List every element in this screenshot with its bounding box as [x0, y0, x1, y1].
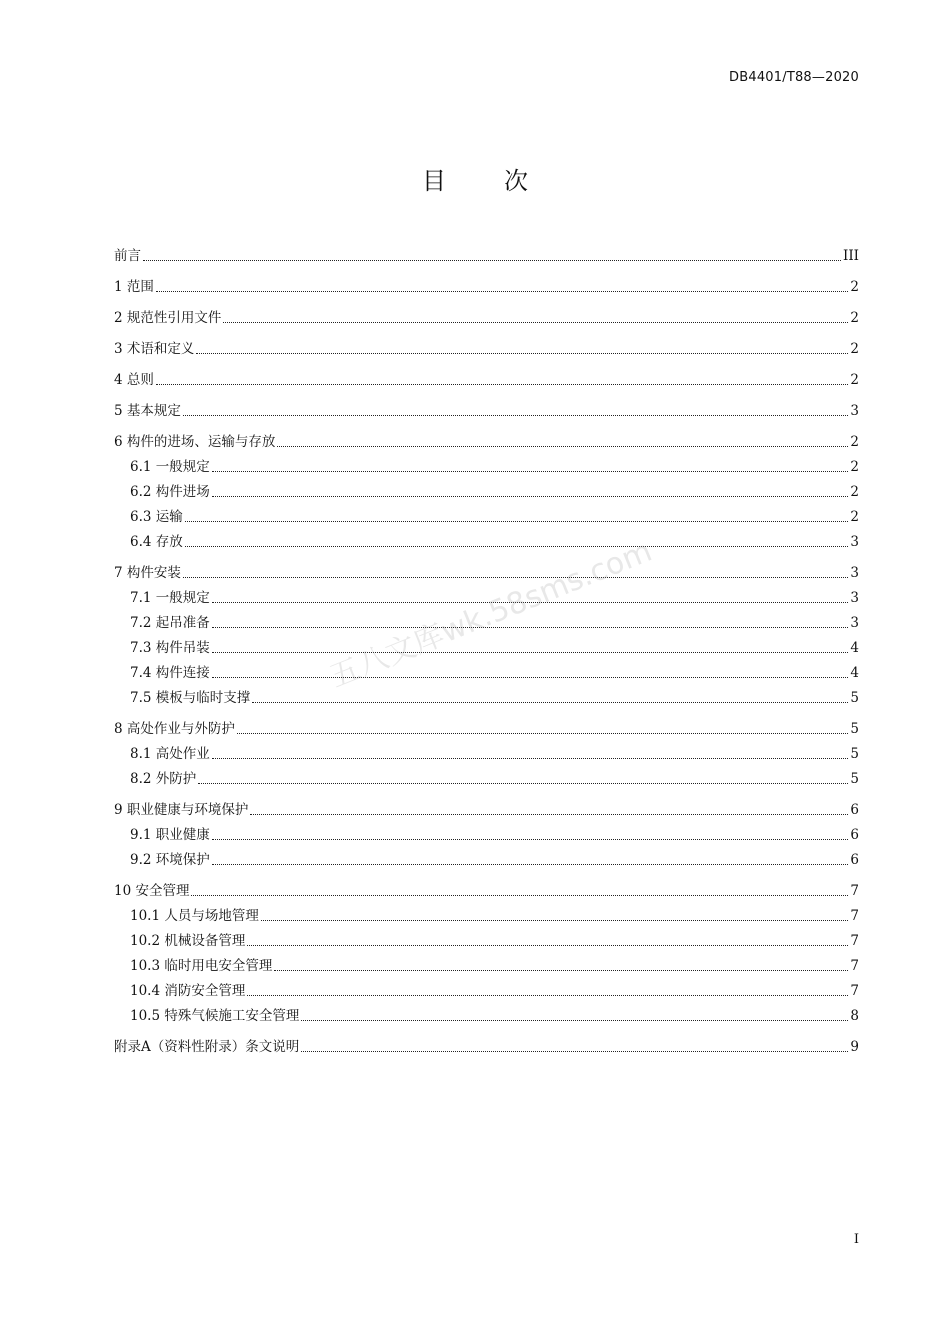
toc-entry[interactable] [114, 713, 859, 738]
toc-entry-label: 10.2 机械设备管理 [130, 933, 246, 949]
toc-entry-label: 10.1 人员与场地管理 [130, 908, 259, 924]
toc-entry-page: 5 [850, 721, 859, 737]
toc-leader-dots [212, 626, 849, 628]
toc-leader-dots [212, 470, 849, 472]
toc-entry-page: 7 [850, 933, 859, 949]
toc-leader-dots [185, 520, 849, 522]
toc-leader-dots [183, 576, 849, 578]
toc-entry-page: 5 [850, 746, 859, 762]
toc-entry[interactable] [114, 582, 859, 607]
toc-entry-label: 1 范围 [114, 279, 154, 295]
toc-entry-page: 2 [850, 372, 859, 388]
toc-leader-dots [247, 994, 848, 996]
toc-entry-label: 前言 [114, 248, 141, 264]
toc-entry-label: 7.2 起吊准备 [130, 615, 210, 631]
toc-entry[interactable] [114, 1000, 859, 1025]
toc-entry[interactable] [114, 1031, 859, 1056]
toc-entry-label: 8.1 高处作业 [130, 746, 210, 762]
toc-entry-page: 7 [850, 883, 859, 899]
toc-leader-dots [196, 352, 848, 354]
toc-entry-page: 3 [850, 565, 859, 581]
toc-entry-page: 6 [850, 802, 859, 818]
toc-leader-dots [212, 863, 849, 865]
watermark: 五八文库wk.58sms.com [324, 533, 657, 695]
toc-entry-label: 2 规范性引用文件 [114, 310, 222, 326]
toc-entry-page: 2 [850, 434, 859, 450]
toc-entry-page: 4 [850, 640, 859, 656]
toc-entry[interactable] [114, 900, 859, 925]
toc-entry-label: 10.3 临时用电安全管理 [130, 958, 273, 974]
toc-entry[interactable] [114, 333, 859, 358]
toc-entry[interactable] [114, 738, 859, 763]
toc-leader-dots [183, 414, 849, 416]
toc-entry-label: 7.4 构件连接 [130, 665, 210, 681]
toc-leader-dots [237, 732, 849, 734]
toc-entry-page: 2 [850, 509, 859, 525]
toc-entry[interactable] [114, 426, 859, 451]
toc-leader-dots [223, 321, 848, 323]
toc-leader-dots [185, 545, 849, 547]
toc-entry-page: 2 [850, 279, 859, 295]
toc-entry-page: 7 [850, 958, 859, 974]
toc-entry-label: 7.3 构件吊装 [130, 640, 210, 656]
toc-entry[interactable] [114, 557, 859, 582]
toc-entry-page: 2 [850, 310, 859, 326]
toc-leader-dots [198, 782, 848, 784]
toc-entry[interactable] [114, 794, 859, 819]
toc-entry-label: 7 构件安装 [114, 565, 181, 581]
toc-leader-dots [277, 445, 848, 447]
toc-entry-page: 2 [850, 459, 859, 475]
toc-entry[interactable] [114, 526, 859, 551]
toc-leader-dots [250, 813, 848, 815]
toc-entry[interactable] [114, 819, 859, 844]
toc-entry-page: 7 [850, 983, 859, 999]
toc-leader-dots [212, 495, 849, 497]
toc-entry[interactable] [114, 395, 859, 420]
toc-entry[interactable] [114, 271, 859, 296]
toc-entry[interactable] [114, 501, 859, 526]
toc-leader-dots [212, 651, 849, 653]
toc-entry[interactable] [114, 682, 859, 707]
toc-entry-label: 10.5 特殊气候施工安全管理 [130, 1008, 300, 1024]
toc-entry[interactable] [114, 844, 859, 869]
toc-entry-label: 7.1 一般规定 [130, 590, 210, 606]
toc-entry-page: 2 [850, 341, 859, 357]
page-title: 目次 [422, 167, 586, 195]
toc-entry-label: 10 安全管理 [114, 883, 190, 899]
toc-entry[interactable] [114, 925, 859, 950]
toc-entry-label: 5 基本规定 [114, 403, 181, 419]
toc-entry-page: 6 [850, 827, 859, 843]
toc-leader-dots [301, 1050, 848, 1052]
toc-entry[interactable] [114, 364, 859, 389]
toc-entry[interactable] [114, 451, 859, 476]
toc-leader-dots [143, 259, 841, 261]
toc-leader-dots [212, 838, 849, 840]
toc-entry-label: 6 构件的进场、运输与存放 [114, 434, 276, 450]
toc-entry-label: 9.1 职业健康 [130, 827, 210, 843]
toc-leader-dots [156, 383, 849, 385]
toc-entry-label: 9.2 环境保护 [130, 852, 210, 868]
table-of-contents [114, 240, 859, 1056]
toc-leader-dots [301, 1019, 848, 1021]
toc-entry[interactable] [114, 657, 859, 682]
toc-entry-label: 6.3 运输 [130, 509, 183, 525]
toc-entry-page: 3 [850, 615, 859, 631]
toc-leader-dots [212, 757, 849, 759]
toc-entry-page: 3 [850, 534, 859, 550]
toc-leader-dots [252, 701, 848, 703]
toc-entry-label: 6.4 存放 [130, 534, 183, 550]
toc-entry-label: 8 高处作业与外防护 [114, 721, 235, 737]
toc-entry-page: 3 [850, 403, 859, 419]
toc-entry-label: 6.1 一般规定 [130, 459, 210, 475]
toc-entry-page: 9 [850, 1039, 859, 1055]
toc-entry[interactable] [114, 763, 859, 788]
toc-leader-dots [156, 290, 849, 292]
toc-entry-label: 8.2 外防护 [130, 771, 197, 787]
toc-leader-dots [212, 601, 849, 603]
toc-entry[interactable] [114, 950, 859, 975]
toc-leader-dots [247, 944, 848, 946]
toc-leader-dots [274, 969, 848, 971]
toc-entry-page: 2 [850, 484, 859, 500]
toc-entry[interactable] [114, 975, 859, 1000]
toc-entry-page: 3 [850, 590, 859, 606]
toc-entry[interactable] [114, 240, 859, 265]
toc-leader-dots [191, 894, 848, 896]
toc-entry-label: 6.2 构件进场 [130, 484, 210, 500]
toc-entry-page: 7 [850, 908, 859, 924]
page-number: I [853, 1232, 859, 1247]
toc-entry-label: 10.4 消防安全管理 [130, 983, 246, 999]
toc-entry[interactable] [114, 476, 859, 501]
toc-entry-page: 8 [850, 1008, 859, 1024]
toc-entry[interactable] [114, 302, 859, 327]
toc-entry-page: 6 [850, 852, 859, 868]
toc-entry-label: 附录A（资料性附录）条文说明 [114, 1039, 300, 1055]
toc-entry-page: 4 [850, 665, 859, 681]
toc-entry[interactable] [114, 875, 859, 900]
toc-leader-dots [212, 676, 849, 678]
toc-entry-label: 7.5 模板与临时支撑 [130, 690, 251, 706]
toc-entry-page: 5 [850, 690, 859, 706]
toc-leader-dots [261, 919, 849, 921]
toc-entry-label: 9 职业健康与环境保护 [114, 802, 249, 818]
toc-entry-label: 4 总则 [114, 372, 154, 388]
document-code: DB4401/T88—2020 [729, 70, 859, 85]
toc-entry[interactable] [114, 607, 859, 632]
toc-entry-label: 3 术语和定义 [114, 341, 195, 357]
toc-entry-page: 5 [850, 771, 859, 787]
toc-entry-page: III [843, 248, 859, 264]
toc-entry[interactable] [114, 632, 859, 657]
